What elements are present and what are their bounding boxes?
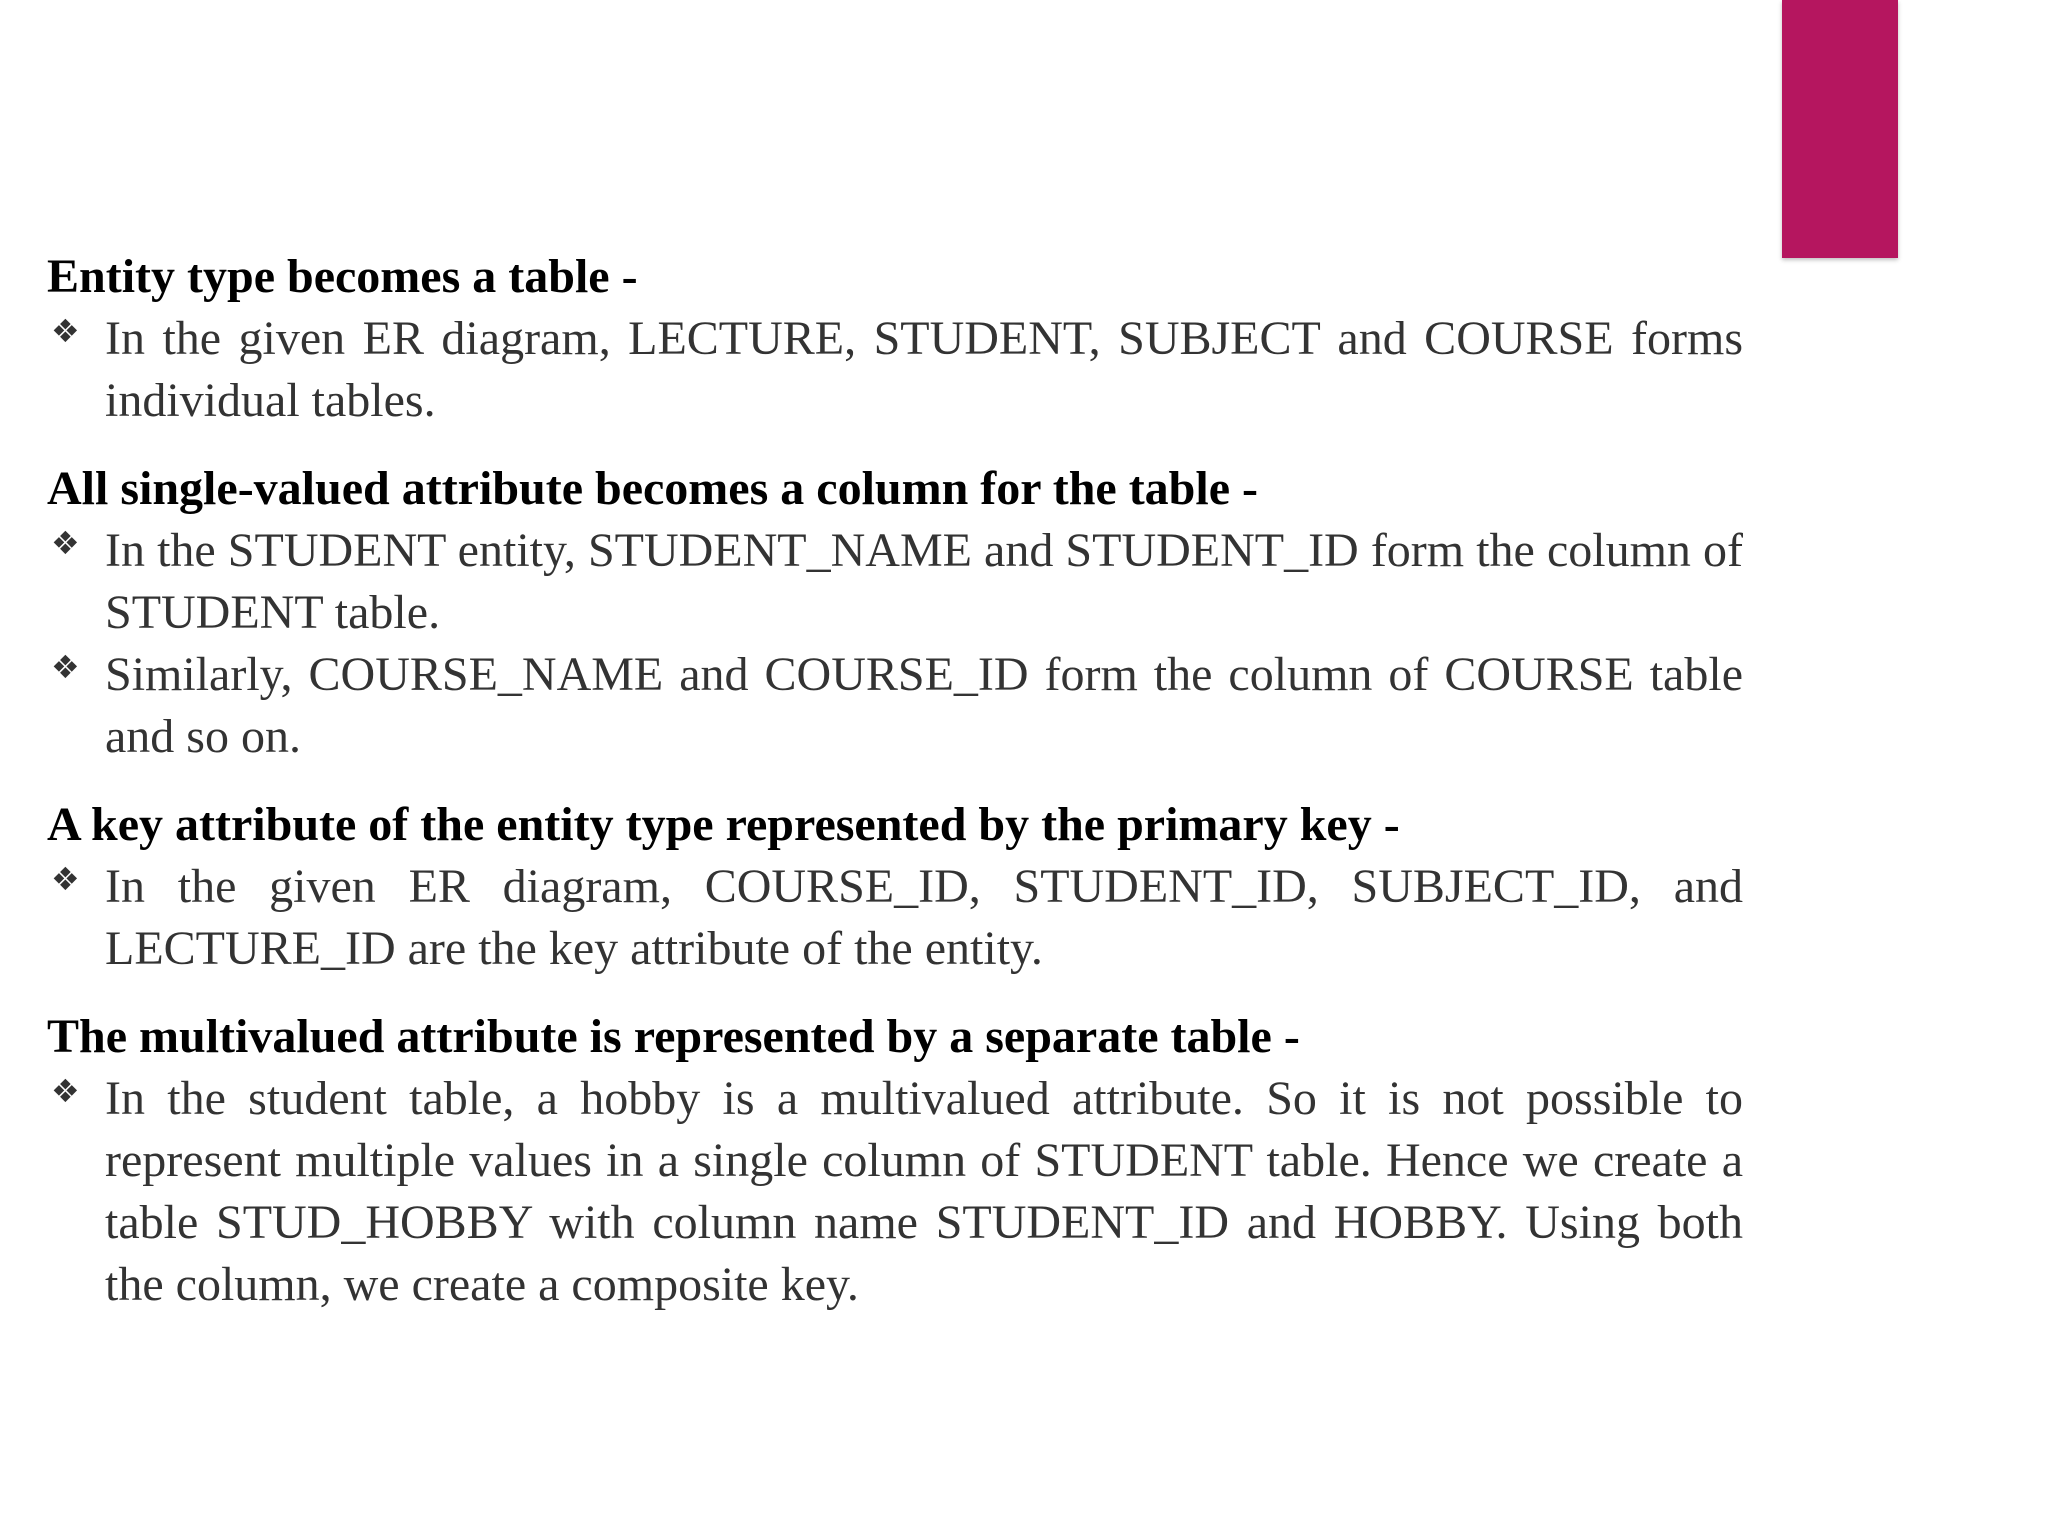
diamond-bullet-icon: ❖ bbox=[51, 860, 80, 898]
section-heading: The multivalued attribute is represented by a separate table - bbox=[47, 1010, 1300, 1063]
section-multivalued bbox=[47, 1006, 1743, 1316]
bullet-text: In the student table, a hobby is a multivalued attribute. So it is not possible to represent multiple values in a single column of STUDENT table. Hence we create a table STUD_HOBBY with column name STUDENT_ID and HOBBY. Using both the column, we create a composite key. bbox=[105, 1072, 1743, 1311]
section-single-valued bbox=[47, 458, 1743, 768]
bullet-item bbox=[47, 520, 1743, 644]
bullet-item bbox=[47, 856, 1743, 980]
bullet-text: In the given ER diagram, LECTURE, STUDENT, SUBJECT and COURSE forms individual tables. bbox=[105, 312, 1743, 427]
accent-bar bbox=[1782, 0, 1898, 258]
bullet-text: In the STUDENT entity, STUDENT_NAME and STUDENT_ID form the column of STUDENT table. bbox=[105, 524, 1743, 639]
section-heading: Entity type becomes a table - bbox=[47, 250, 638, 303]
diamond-bullet-icon: ❖ bbox=[51, 1072, 80, 1110]
section-entity-type bbox=[47, 246, 1743, 432]
bullet-text: Similarly, COURSE_NAME and COURSE_ID form the column of COURSE table and so on. bbox=[105, 648, 1743, 763]
section-heading: A key attribute of the entity type represented by the primary key - bbox=[47, 798, 1400, 851]
slide-content bbox=[47, 246, 1743, 1342]
diamond-bullet-icon: ❖ bbox=[51, 648, 80, 686]
bullet-item bbox=[47, 1068, 1743, 1316]
diamond-bullet-icon: ❖ bbox=[51, 312, 80, 350]
diamond-bullet-icon: ❖ bbox=[51, 524, 80, 562]
section-key-attribute bbox=[47, 794, 1743, 980]
bullet-text: In the given ER diagram, COURSE_ID, STUDENT_ID, SUBJECT_ID, and LECTURE_ID are the key attribute of the entity. bbox=[105, 860, 1743, 975]
bullet-item bbox=[47, 644, 1743, 768]
section-heading: All single-valued attribute becomes a column for the table - bbox=[47, 462, 1258, 515]
bullet-item bbox=[47, 308, 1743, 432]
